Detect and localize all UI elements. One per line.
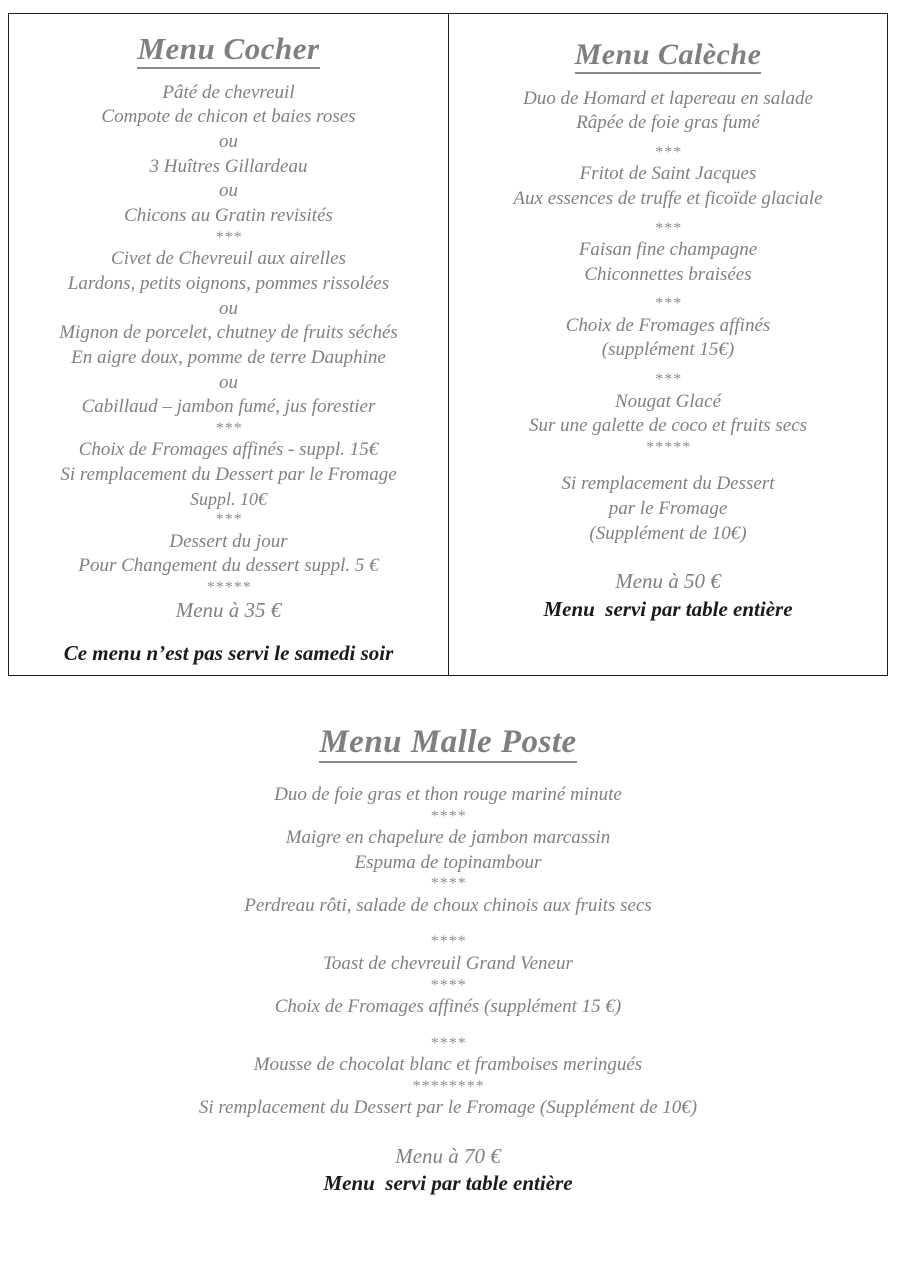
menu-title-caleche-text: Menu Calèche bbox=[575, 38, 762, 74]
menu-line: Aux essences de truffe et ficoïde glaciale bbox=[513, 187, 823, 209]
course-separator: **** bbox=[430, 807, 466, 825]
menu-line-supplement: (supplément 15€) bbox=[601, 339, 735, 361]
menu-line-cheese-swap: Si remplacement du Dessert par le Fromage (Supplément de 10€) bbox=[198, 1097, 698, 1119]
spacer bbox=[455, 363, 881, 371]
menu-title-caleche bbox=[455, 38, 881, 73]
menu-line-supplement: (Supplément de 10€) bbox=[589, 522, 747, 544]
spacer bbox=[14, 918, 882, 933]
course-separator: ******** bbox=[412, 1077, 484, 1095]
spacer bbox=[14, 1121, 882, 1143]
menu-line-cheese: Choix de Fromages affinés - suppl. 15€ bbox=[78, 439, 379, 461]
spacer bbox=[455, 79, 881, 87]
menu-line: Chicons au Gratin revisités bbox=[124, 205, 333, 227]
menu-line: Râpée de foie gras fumé bbox=[576, 112, 760, 134]
top-menu-table bbox=[8, 13, 888, 676]
course-separator: *** bbox=[215, 419, 242, 437]
menu-body-caleche bbox=[455, 79, 881, 623]
spacer bbox=[15, 73, 442, 81]
menu-line: Toast de chevreuil Grand Veneur bbox=[323, 952, 573, 974]
menu-line-choice-separator: ou bbox=[219, 371, 238, 393]
spacer bbox=[455, 136, 881, 144]
menu-line-supplement: Suppl. 10€ bbox=[189, 488, 267, 509]
menu-line-dessert-change: Pour Changement du dessert suppl. 5 € bbox=[78, 555, 379, 577]
spacer bbox=[15, 625, 442, 640]
spacer bbox=[455, 546, 881, 568]
menu-line: Civet de Chevreuil aux airelles bbox=[111, 248, 346, 270]
menu-line: Sur une galette de coco et fruits secs bbox=[528, 415, 808, 437]
menu-availability-note: Ce menu n’est pas servi le samedi soir bbox=[63, 640, 394, 665]
spacer bbox=[14, 768, 882, 783]
menu-line: Faisan fine champagne bbox=[578, 239, 758, 261]
menu-price: Menu à 35 € bbox=[175, 598, 282, 623]
course-separator: **** bbox=[430, 976, 466, 994]
menu-title-cocher-text: Menu Cocher bbox=[137, 31, 319, 69]
course-separator: **** bbox=[430, 1034, 466, 1052]
course-separator: ***** bbox=[645, 438, 691, 456]
menu-line: Lardons, petits oignons, pommes rissolées bbox=[67, 272, 390, 294]
menu-panel-cocher bbox=[9, 14, 449, 675]
spacer bbox=[455, 287, 881, 295]
course-separator: ***** bbox=[206, 578, 251, 596]
menu-body-malle-poste bbox=[14, 768, 882, 1197]
menu-price: Menu à 70 € bbox=[395, 1143, 501, 1168]
course-separator: *** bbox=[654, 295, 682, 313]
menu-line-choice-separator: ou bbox=[219, 180, 238, 202]
menu-line-choice-separator: ou bbox=[219, 131, 238, 153]
menu-line-cheese: Choix de Fromages affinés (supplément 15 €) bbox=[274, 995, 622, 1017]
menu-line: Cabillaud – jambon fumé, jus forestier bbox=[81, 396, 376, 418]
menu-panel-caleche bbox=[449, 14, 887, 675]
menu-line-dessert: Dessert du jour bbox=[169, 530, 288, 552]
course-separator: *** bbox=[654, 219, 682, 237]
menu-price: Menu à 50 € bbox=[615, 569, 721, 594]
spacer bbox=[455, 457, 881, 472]
menu-body-cocher bbox=[15, 73, 442, 667]
menu-line: Compote de chicon et baies roses bbox=[101, 106, 356, 128]
menu-line-dessert: Mousse de chocolat blanc et framboises meringués bbox=[253, 1054, 643, 1076]
menu-line: Maigre en chapelure de jambon marcassin bbox=[285, 827, 611, 849]
menu-line: 3 Huîtres Gillardeau bbox=[149, 155, 308, 177]
spacer bbox=[455, 212, 881, 220]
menu-line-cheese: Choix de Fromages affinés bbox=[565, 314, 771, 336]
menu-line: Fritot de Saint Jacques bbox=[579, 163, 757, 185]
menu-line: Duo de Homard et lapereau en salade bbox=[523, 87, 813, 109]
course-separator: *** bbox=[215, 511, 242, 529]
menu-line-cheese-swap: Si remplacement du Dessert par le Fromage bbox=[60, 464, 397, 486]
menu-title-malle-poste-text: Menu Malle Poste bbox=[319, 724, 576, 763]
menu-line: Espuma de topinambour bbox=[354, 851, 542, 873]
menu-line: Perdreau rôti, salade de choux chinois aux fruits secs bbox=[244, 894, 652, 916]
spacer bbox=[14, 1020, 882, 1035]
course-separator: **** bbox=[430, 933, 466, 951]
course-separator: *** bbox=[654, 371, 682, 389]
menu-line-cheese-swap: par le Fromage bbox=[608, 498, 728, 520]
course-separator: *** bbox=[215, 228, 242, 246]
menu-service-note: Menu servi par table entière bbox=[323, 1171, 573, 1196]
menu-line: Duo de foie gras et thon rouge mariné minute bbox=[274, 783, 622, 805]
menu-line: Chiconnettes braisées bbox=[584, 263, 752, 285]
menu-line: Pâté de chevreuil bbox=[162, 81, 295, 103]
menu-line-dessert: Nougat Glacé bbox=[614, 390, 722, 412]
menu-line-choice-separator: ou bbox=[219, 297, 238, 319]
menu-line: En aigre doux, pomme de terre Dauphine bbox=[71, 346, 386, 368]
menu-line: Mignon de porcelet, chutney de fruits séchés bbox=[59, 322, 398, 344]
course-separator: *** bbox=[654, 143, 682, 161]
menu-title-malle-poste bbox=[14, 724, 882, 762]
menu-service-note: Menu servi par table entière bbox=[543, 596, 793, 621]
menu-panel-malle-poste bbox=[8, 716, 888, 1203]
menu-line-cheese-swap: Si remplacement du Dessert bbox=[561, 473, 775, 495]
course-separator: **** bbox=[430, 875, 466, 893]
menu-title-cocher bbox=[15, 31, 442, 67]
